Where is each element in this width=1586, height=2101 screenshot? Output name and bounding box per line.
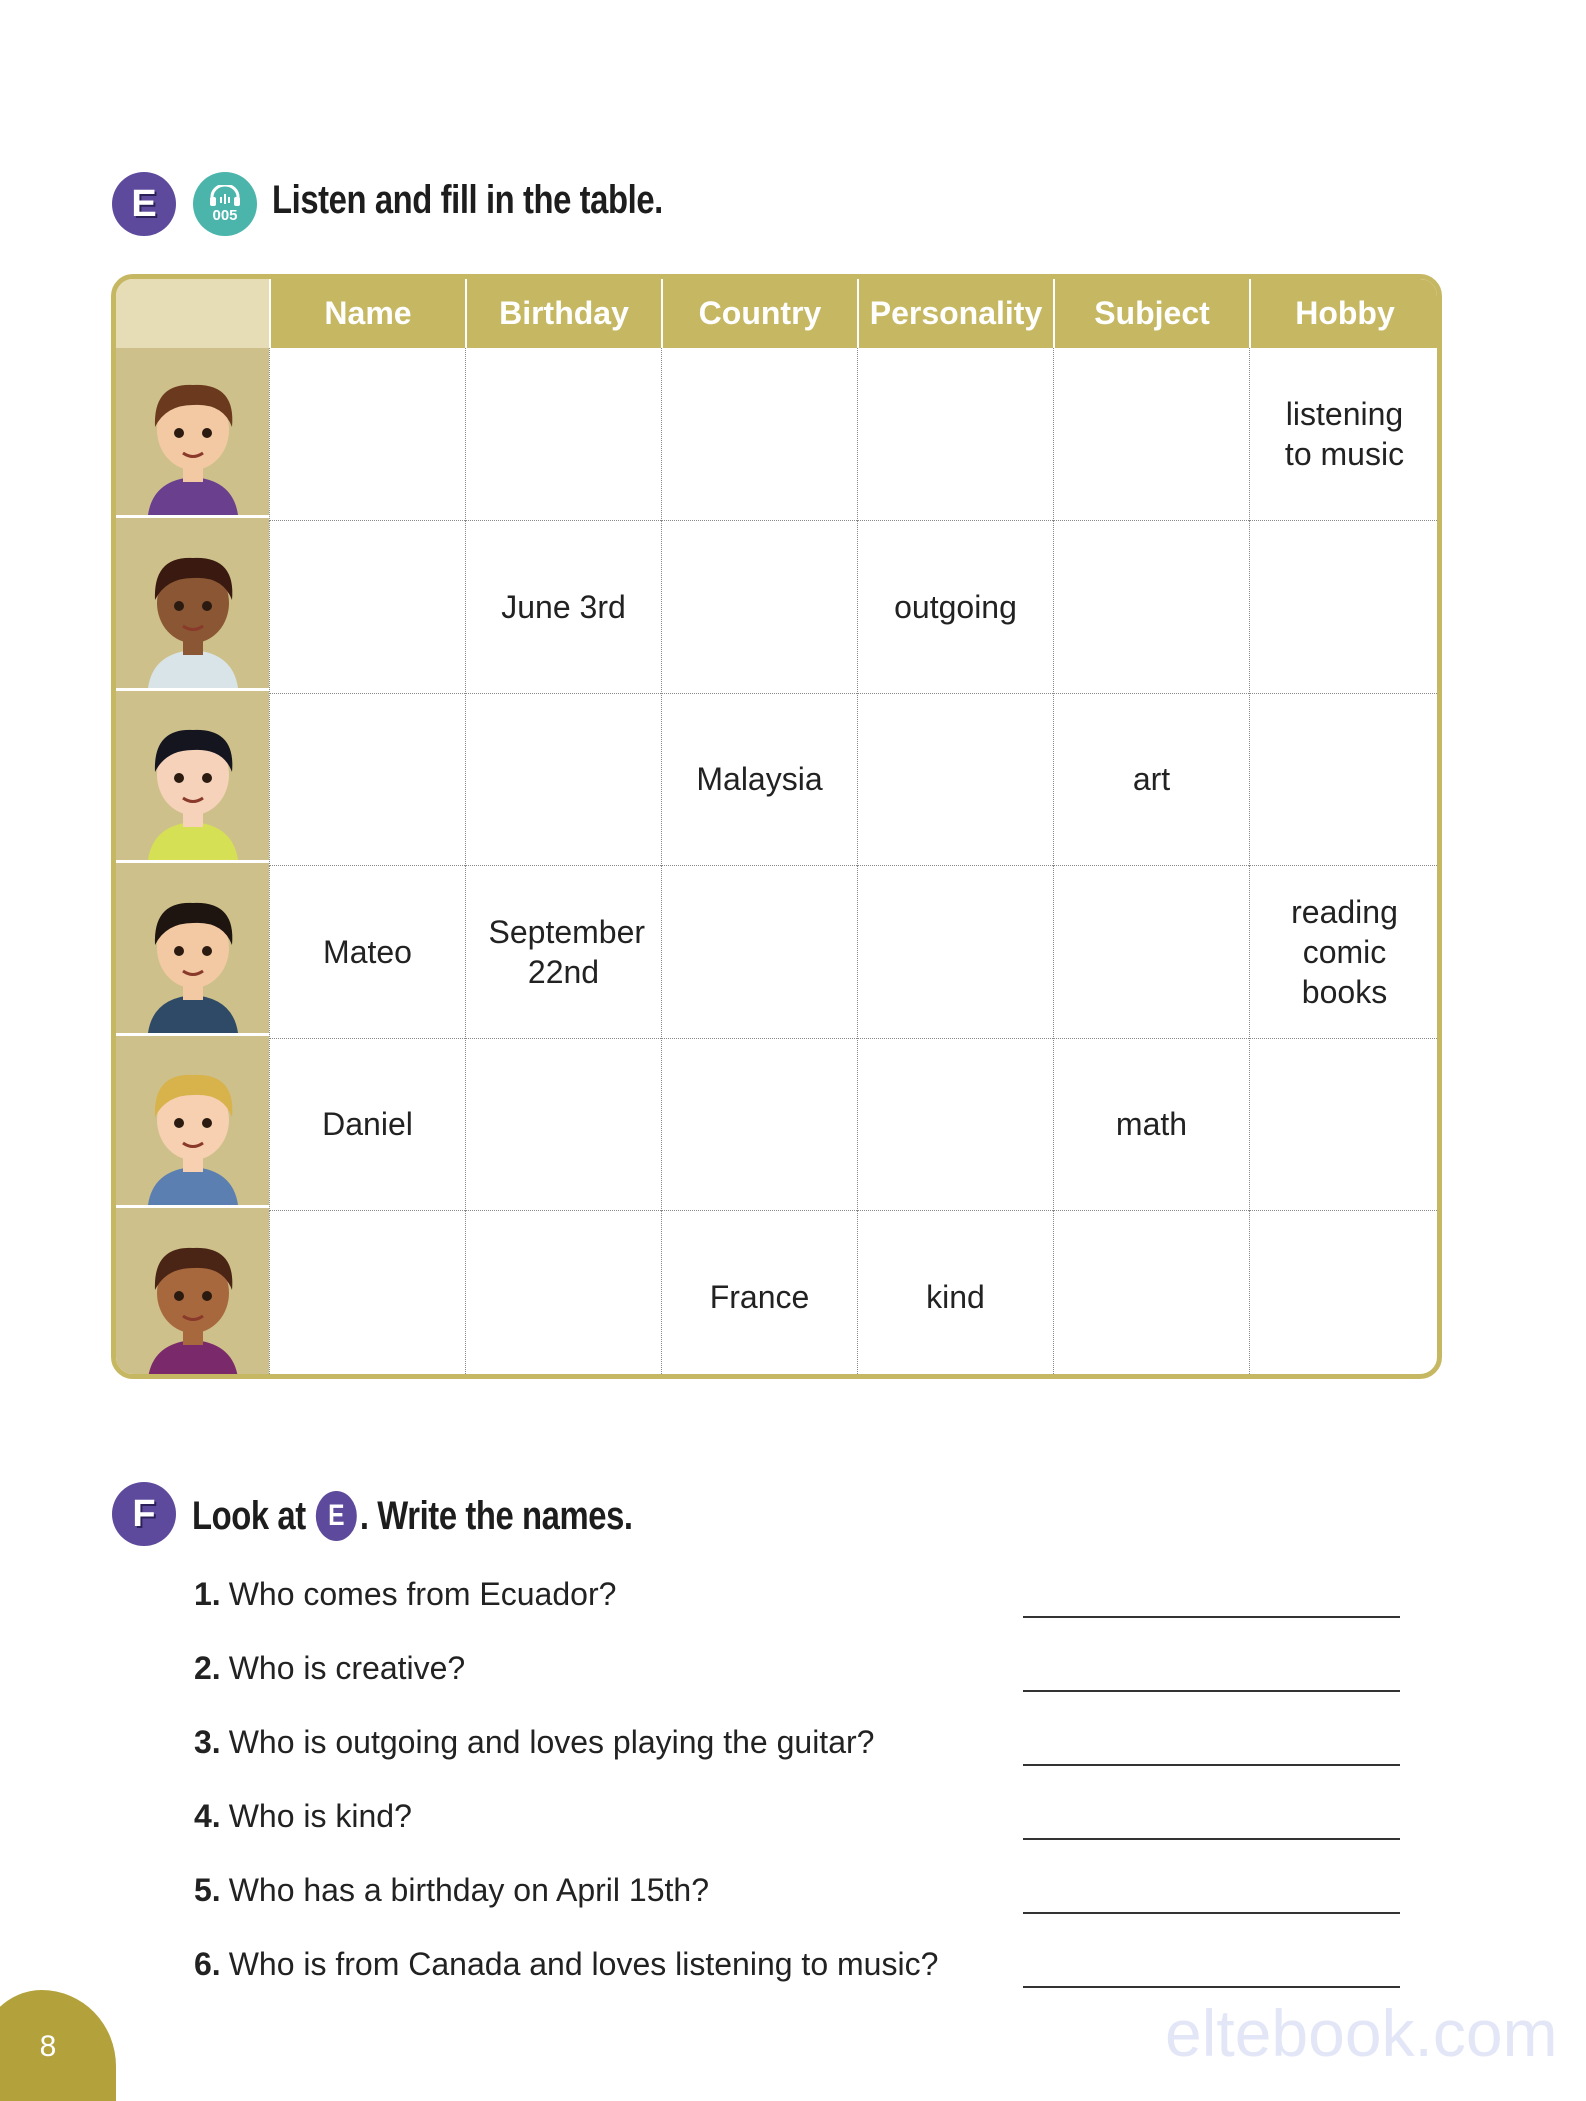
cell-text: art [1132, 761, 1171, 798]
cell-subject[interactable] [1053, 1038, 1249, 1211]
cell-text: June 3rd [501, 588, 626, 625]
cell-birthday[interactable] [465, 693, 661, 866]
cell-birthday[interactable] [465, 1038, 661, 1211]
column-header-birthday: Birthday [465, 279, 661, 348]
cell-country[interactable] [661, 1038, 857, 1211]
question-number: 4. [194, 1798, 221, 1834]
cell-name[interactable] [269, 1211, 465, 1379]
answer-line[interactable] [1023, 1690, 1400, 1692]
child-portrait-icon [128, 355, 258, 515]
avatar-boy-blond-hair [116, 1038, 269, 1208]
avatar-boy-brown-hair [116, 348, 269, 518]
section-f-letter: F [132, 1492, 156, 1535]
avatar-girl-black-hair [116, 693, 269, 863]
avatar-girl-curly-hair [116, 521, 269, 691]
cell-birthday[interactable] [465, 1211, 661, 1379]
cell-hobby[interactable] [1249, 866, 1439, 1039]
cell-text: France [709, 1279, 810, 1315]
section-f-badge [112, 1482, 176, 1546]
headphones-icon [208, 185, 242, 207]
child-portrait-icon [128, 1218, 258, 1378]
question-text: Who is creative? [228, 1650, 466, 1686]
question-text: Who is from Canada and loves listening to music? [228, 1946, 939, 1982]
ref-badge-e [316, 1491, 357, 1541]
cell-personality[interactable] [857, 1038, 1053, 1211]
cell-text: Malaysia [696, 761, 823, 798]
avatar-boy-spiky-hair [116, 866, 269, 1036]
question-item [194, 1798, 412, 1835]
column-header-hobby: Hobby [1249, 279, 1439, 348]
cell-birthday[interactable] [465, 521, 661, 694]
column-header-personality: Personality [857, 279, 1053, 348]
child-portrait-icon [128, 528, 258, 688]
question-number: 3. [194, 1724, 221, 1760]
question-number: 5. [194, 1872, 221, 1908]
cell-subject[interactable] [1053, 521, 1249, 694]
question-item [194, 1724, 874, 1761]
cell-country[interactable] [661, 693, 857, 866]
column-header-country: Country [661, 279, 857, 348]
section-f-instruction [192, 1491, 633, 1541]
question-number: 2. [194, 1650, 221, 1686]
question-text: Who is outgoing and loves playing the guitar? [228, 1724, 875, 1760]
cell-text: outgoing [894, 588, 1017, 625]
child-portrait-icon [128, 700, 258, 860]
cell-birthday[interactable] [465, 348, 661, 521]
question-number: 1. [194, 1576, 221, 1612]
child-portrait-icon [128, 1045, 258, 1205]
avatar-column [116, 348, 269, 1379]
info-table [111, 274, 1442, 1379]
column-header-subject: Subject [1053, 279, 1249, 348]
cell-subject[interactable] [1053, 348, 1249, 521]
cell-personality[interactable] [857, 521, 1053, 694]
watermark: eltebook.com [1165, 1996, 1558, 2070]
instruction-text: . Write the names. [359, 1493, 633, 1538]
cell-name[interactable] [269, 1038, 465, 1211]
cell-country[interactable] [661, 1211, 857, 1379]
cell-text: math [1115, 1106, 1188, 1143]
cell-text: reading comic books [1291, 893, 1398, 1010]
cell-country[interactable] [661, 521, 857, 694]
cell-birthday[interactable] [465, 866, 661, 1039]
cell-text: Mateo [323, 933, 412, 970]
ref-badge-letter: E [328, 1499, 345, 1532]
cell-text: Daniel [322, 1106, 413, 1143]
answer-line[interactable] [1023, 1912, 1400, 1914]
cell-hobby[interactable] [1249, 1211, 1439, 1379]
question-number: 6. [194, 1946, 221, 1982]
question-item [194, 1650, 465, 1687]
cell-text: September 22nd [488, 913, 646, 990]
answer-line[interactable] [1023, 1764, 1400, 1766]
cell-personality[interactable] [857, 1211, 1053, 1379]
cell-hobby[interactable] [1249, 521, 1439, 694]
cell-name[interactable] [269, 348, 465, 521]
cell-country[interactable] [661, 866, 857, 1039]
audio-track-number: 005 [212, 206, 238, 224]
cell-personality[interactable] [857, 866, 1053, 1039]
question-text: Who comes from Ecuador? [228, 1576, 617, 1612]
answer-line[interactable] [1023, 1838, 1400, 1840]
instruction-text: Look at [192, 1493, 306, 1538]
answer-line[interactable] [1023, 1986, 1400, 1988]
cell-name[interactable] [269, 866, 465, 1039]
question-text: Who has a birthday on April 15th? [228, 1872, 709, 1908]
cell-subject[interactable] [1053, 1211, 1249, 1379]
child-portrait-icon [128, 873, 258, 1033]
table-corner [116, 279, 269, 348]
cell-text: listening to music [1284, 396, 1405, 472]
avatar-boy-curly-hair [116, 1211, 269, 1379]
cell-hobby[interactable] [1249, 1038, 1439, 1211]
cell-hobby[interactable] [1249, 348, 1439, 521]
cell-country[interactable] [661, 348, 857, 521]
answer-line[interactable] [1023, 1616, 1400, 1618]
audio-track-button[interactable] [193, 172, 257, 236]
column-header-name: Name [269, 279, 465, 348]
cell-name[interactable] [269, 521, 465, 694]
cell-personality[interactable] [857, 693, 1053, 866]
cell-text: kind [926, 1279, 985, 1315]
cell-subject[interactable] [1053, 693, 1249, 866]
section-e-badge [112, 172, 176, 236]
page-number: 8 [0, 1990, 116, 2101]
section-e-letter: E [131, 182, 157, 225]
question-item [194, 1946, 938, 1983]
section-e-instruction: Listen and fill in the table. [272, 178, 663, 222]
cell-hobby[interactable] [1249, 693, 1439, 866]
cell-name[interactable] [269, 693, 465, 866]
question-item [194, 1872, 709, 1909]
cell-subject[interactable] [1053, 866, 1249, 1039]
cell-personality[interactable] [857, 348, 1053, 521]
question-item [194, 1576, 616, 1613]
question-text: Who is kind? [228, 1798, 412, 1834]
